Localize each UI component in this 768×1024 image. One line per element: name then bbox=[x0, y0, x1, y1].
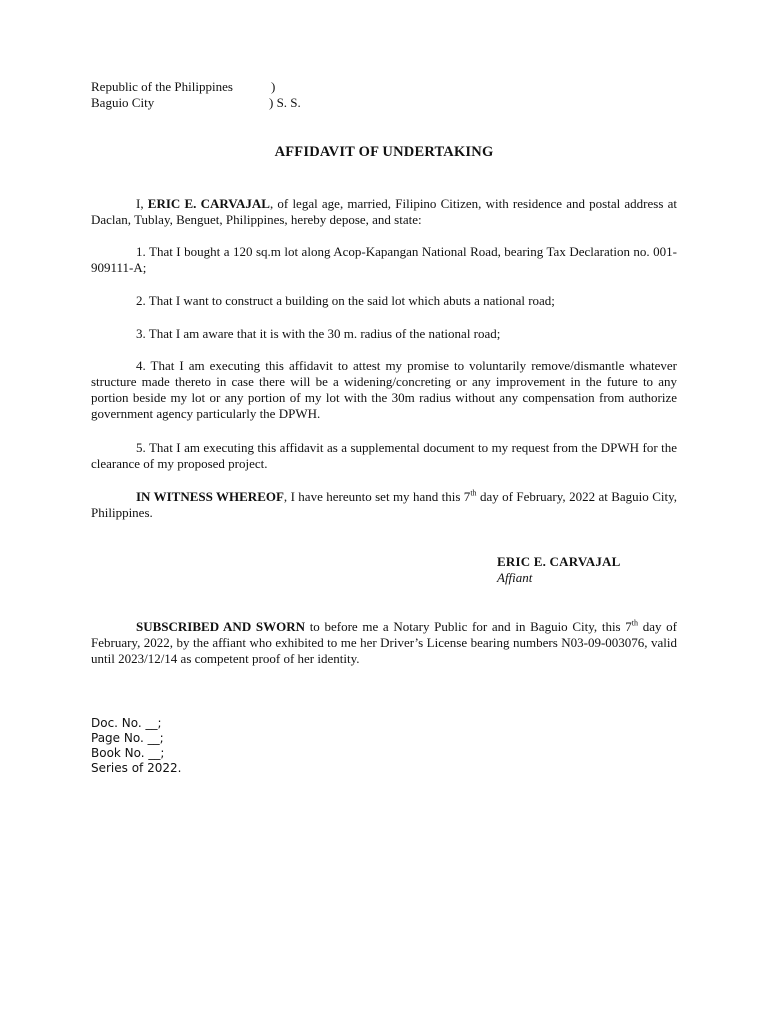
venue-city: Baguio City bbox=[91, 95, 155, 110]
affiant-name: ERIC E. CARVAJAL bbox=[147, 196, 270, 211]
jurat-text-b: day of February, 2022, by the affiant who exhibited to me her Driver’s License bearing numbers N03-09-003076, valid until 2023/12/14 as competent proof of her identity. bbox=[91, 619, 677, 666]
intro-prefix: I, bbox=[136, 196, 148, 211]
page-number: Page No. __; bbox=[91, 731, 164, 745]
venue-line-republic bbox=[91, 79, 411, 95]
jurat-text-a: to before me a Notary Public for and in Baguio City, this 7 bbox=[305, 619, 632, 634]
book-number: Book No. __; bbox=[91, 746, 165, 760]
jurat-lead: SUBSCRIBED AND SWORN bbox=[136, 619, 306, 634]
jurat-paragraph bbox=[91, 619, 677, 667]
series-year: Series of 2022. bbox=[91, 761, 182, 775]
signature-name: ERIC E. CARVAJAL bbox=[497, 554, 621, 569]
venue-block bbox=[91, 79, 411, 111]
venue-country: Republic of the Philippines bbox=[91, 79, 233, 94]
jurat-ordinal: th bbox=[631, 618, 639, 628]
statement-1: 1. That I bought a 120 sq.m lot along Acop-Kapangan National Road, bearing Tax Declaration no. 001-909111-A; bbox=[91, 244, 677, 275]
witness-text-b: day of February, 2022 at Baguio City, Philippines. bbox=[91, 489, 677, 520]
venue-paren: ) bbox=[271, 79, 276, 94]
witness-paragraph bbox=[91, 489, 677, 521]
venue-ss: ) S. S. bbox=[269, 95, 301, 110]
signature-block bbox=[497, 554, 621, 586]
witness-text-a: , I have hereunto set my hand this 7 bbox=[283, 489, 471, 504]
notarial-register bbox=[91, 716, 181, 776]
venue-line-city bbox=[91, 95, 411, 111]
intro-text: , of legal age, married, Filipino Citizen, with residence and postal address at Daclan, Tublay, Benguet, Philippines, hereby depose, and state: bbox=[91, 196, 677, 227]
statement-4: 4. That I am executing this affidavit to attest my promise to voluntarily remove/dismantle whatever structure made thereto in case there will be a widening/concreting or any improvement in the future to any portion beside my lot or any portion of my lot with the 30m radius without any compensation from authorize government agency particularly the DPWH. bbox=[91, 358, 677, 421]
intro-paragraph bbox=[91, 196, 677, 228]
statement-2: 2. That I want to construct a building on the said lot which abuts a national road; bbox=[136, 293, 555, 308]
witness-ordinal: th bbox=[470, 488, 477, 498]
statement-3: 3. That I am aware that it is with the 30 m. radius of the national road; bbox=[136, 326, 501, 341]
document-title: AFFIDAVIT OF UNDERTAKING bbox=[274, 144, 494, 160]
statement-5: 5. That I am executing this affidavit as a supplemental document to my request from the DPWH for the clearance of my proposed project. bbox=[91, 440, 677, 471]
doc-number: Doc. No. __; bbox=[91, 716, 162, 730]
signature-role: Affiant bbox=[497, 570, 533, 585]
witness-lead: IN WITNESS WHEREOF bbox=[136, 489, 284, 504]
